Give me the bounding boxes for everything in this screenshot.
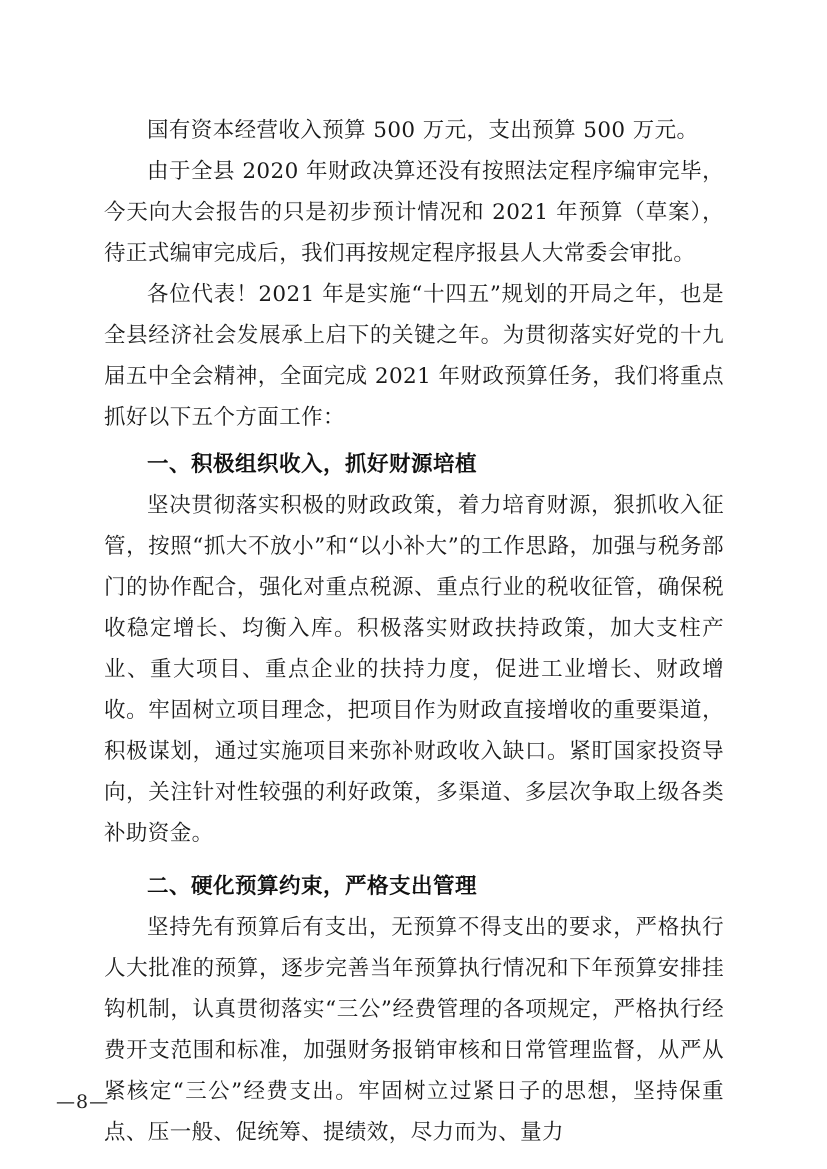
paragraph-2: 由于全县 2020 年财政决算还没有按照法定程序编审完毕，今天向大会报告的只是初步预计情况和 2021 年预算（草案），待正式编审完成后，我们再按规定程序报县人大常委会审批。 xyxy=(104,159,724,266)
page-number: —8— xyxy=(56,1091,110,1113)
section-heading-1: 一、积极组织收入，抓好财源培植 xyxy=(147,452,478,477)
paragraph-1: 国有资本经营收入预算 500 万元，支出预算 500 万元。 xyxy=(147,118,699,143)
paragraph-5: 坚持先有预算后有支出，无预算不得支出的要求，严格执行人大批准的预算，逐步完善当年预算执行情况和下年预算安排挂钩机制，认真贯彻落实“三公”经费管理的各项规定，严格执行经费开支范围和标准，加强财务报销审核和日常管理监督，从严从紧核定“三公”经费支出。牢固树立过紧日子的思想，坚持保重点、压一般、促统筹、提绩效，尽力而为、量力 xyxy=(104,915,724,1145)
document-body xyxy=(104,110,724,1153)
section-heading-2: 二、硬化预算约束，严格支出管理 xyxy=(147,874,478,899)
spacer xyxy=(104,854,724,866)
paragraph-4: 坚决贯彻落实积极的财政政策，着力培育财源，狠抓收入征管，按照“抓大不放小”和“以小补大”的工作思路，加强与税务部门的协作配合，强化对重点税源、重点行业的税收征管，确保税收稳定增长、均衡入库。积极落实财政扶持政策，加大支柱产业、重大项目、重点企业的扶持力度，促进工业增长、财政增收。牢固树立项目理念，把项目作为财政直接增收的重要渠道，积极谋划，通过实施项目来弥补财政收入缺口。紧盯国家投资导向，关注针对性较强的利好政策，多渠道、多层次争取上级各类补助资金。 xyxy=(104,493,724,846)
paragraph-3: 各位代表！2021 年是实施“十四五”规划的开局之年，也是全县经济社会发展承上启下的关键之年。为贯彻落实好党的十九届五中全会精神，全面完成 2021 年财政预算任务，我们将重点抓好以下五个方面工作： xyxy=(104,282,724,430)
